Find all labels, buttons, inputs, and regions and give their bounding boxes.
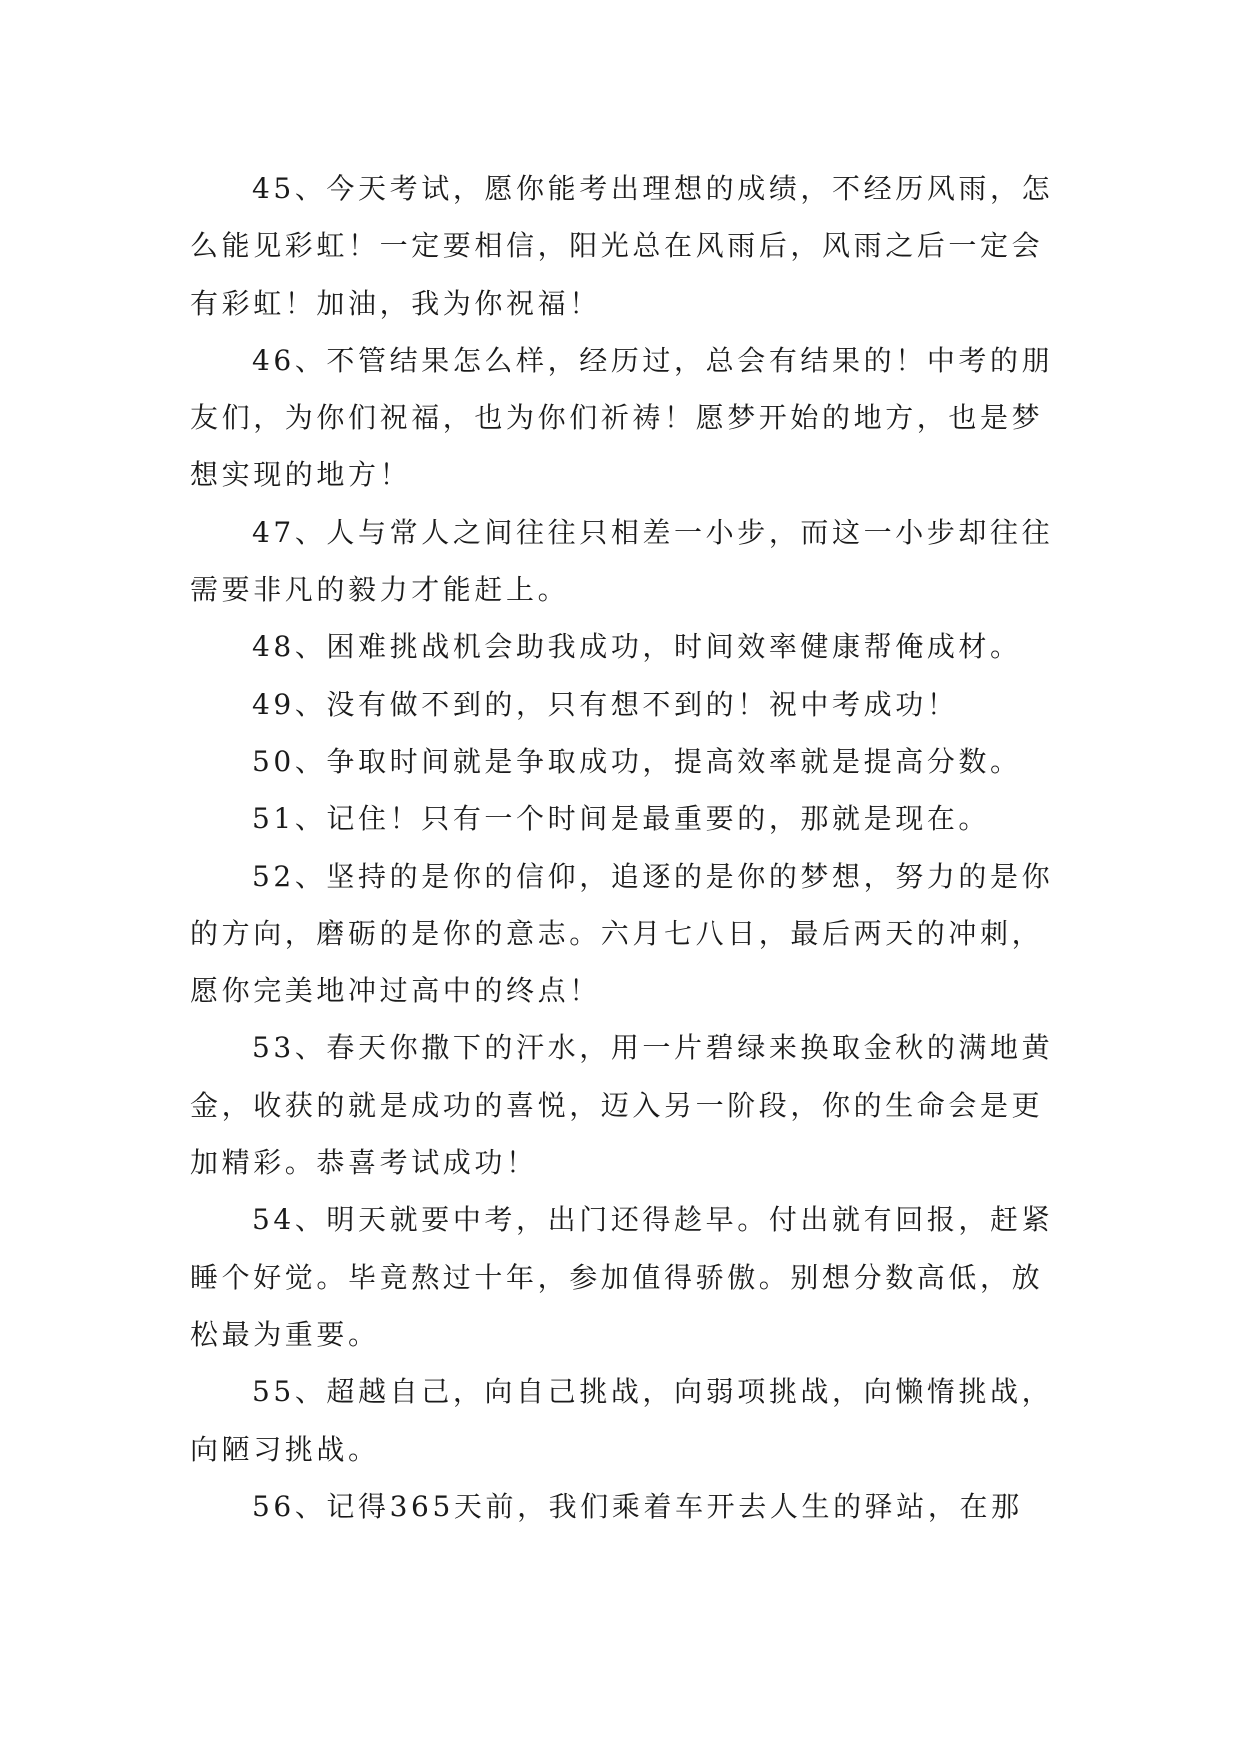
paragraph-46: 46、不管结果怎么样，经历过，总会有结果的！中考的朋友们，为你们祝福，也为你们祈祷！愿梦开始的地方，也是梦想实现的地方！ [190, 343, 1054, 492]
document-body [190, 160, 1070, 1535]
paragraph-52: 52、坚持的是你的信仰，追逐的是你的梦想，努力的是你的方向，磨砺的是你的意志。六月七八日，最后两天的冲刺，愿你完美地冲过高中的终点！ [190, 859, 1054, 1008]
paragraph-51: 51、记住！只有一个时间是最重要的，那就是现在。 [252, 802, 991, 836]
paragraph-56: 56、记得365天前，我们乘着车开去人生的驿站，在那 [252, 1489, 1023, 1523]
paragraph-54: 54、明天就要中考，出门还得趁早。付出就有回报，赶紧睡个好觉。毕竟熬过十年，参加值得骄傲。别想分数高低，放松最为重要。 [190, 1203, 1054, 1351]
paragraph-47: 47、人与常人之间往往只相差一小步，而这一小步却往往需要非凡的毅力才能赶上。 [190, 515, 1054, 607]
paragraph-49: 49、没有做不到的，只有想不到的！祝中考成功！ [252, 687, 959, 721]
paragraph-48: 48、困难挑战机会助我成功，时间效率健康帮俺成材。 [252, 630, 1022, 664]
paragraph-50: 50、争取时间就是争取成功，提高效率就是提高分数。 [252, 744, 1022, 778]
paragraph-53: 53、春天你撒下的汗水，用一片碧绿来换取金秋的满地黄金，收获的就是成功的喜悦，迈入另一阶段，你的生命会是更加精彩。恭喜考试成功！ [190, 1031, 1054, 1180]
paragraph-55: 55、超越自己，向自己挑战，向弱项挑战，向懒惰挑战，向陋习挑战。 [190, 1375, 1054, 1466]
paragraph-45: 45、今天考试，愿你能考出理想的成绩，不经历风雨，怎么能见彩虹！一定要相信，阳光总在风雨后，风雨之后一定会有彩虹！加油，我为你祝福！ [190, 172, 1054, 320]
